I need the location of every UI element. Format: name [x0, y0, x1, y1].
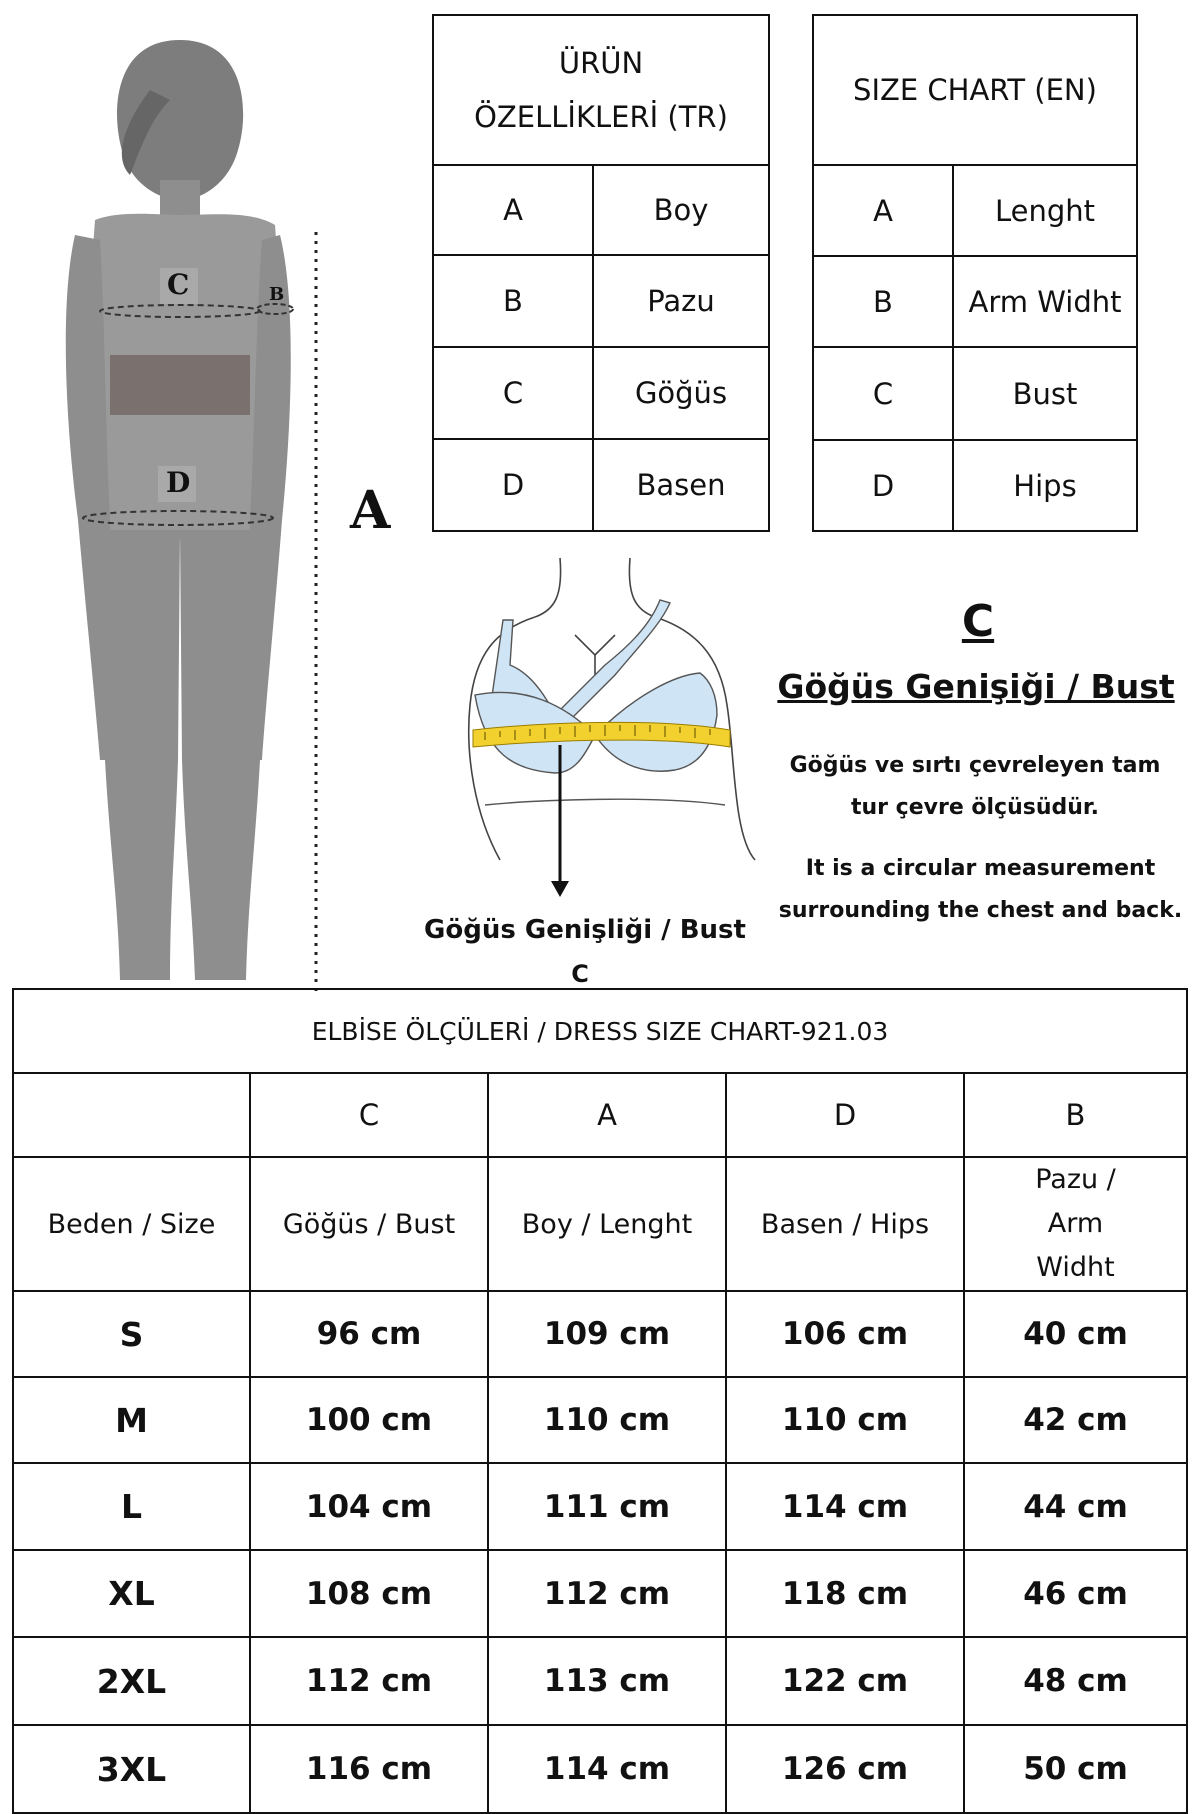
bust-value-cell: 100 cm: [250, 1377, 488, 1463]
dress-size-chart-table: [12, 988, 1188, 1814]
length-value-cell: 113 cm: [488, 1637, 726, 1725]
bust-value-cell: 112 cm: [250, 1637, 488, 1725]
tr-attributes-table: [432, 14, 770, 532]
size-chart-row: [13, 1291, 1187, 1377]
size-chart-header-row: [13, 1157, 1187, 1291]
en-row-value: Arm Widht: [953, 256, 1137, 347]
arm-width-value-cell: 46 cm: [964, 1550, 1187, 1637]
en-row-value: Lenght: [953, 165, 1137, 256]
size-chart-letter-cell: A: [488, 1073, 726, 1157]
tr-row-value: Basen: [593, 439, 769, 531]
body-silhouette-figure: [0, 0, 400, 1000]
en-row-value: Hips: [953, 440, 1137, 531]
bust-value-cell: 104 cm: [250, 1463, 488, 1550]
bust-measure-illustration: [455, 555, 765, 900]
tr-row-value: Boy: [593, 165, 769, 255]
hips-value-cell: 114 cm: [726, 1463, 964, 1550]
bust-info-en-text: It is a circular measurement surrounding the chest and back.: [778, 856, 1183, 923]
size-chart-header-cell: Basen / Hips: [726, 1157, 964, 1291]
hips-value-cell: 110 cm: [726, 1377, 964, 1463]
en-row-key: B: [813, 256, 953, 347]
tr-row-key: A: [433, 165, 593, 255]
length-value-cell: 109 cm: [488, 1291, 726, 1377]
size-cell: 3XL: [13, 1725, 250, 1813]
hips-value-cell: 126 cm: [726, 1725, 964, 1813]
figure-label-d: D: [166, 466, 191, 499]
hips-value-cell: 106 cm: [726, 1291, 964, 1377]
tr-row-value: Pazu: [593, 255, 769, 347]
en-row-value: Bust: [953, 347, 1137, 440]
size-chart-header-cell: Beden / Size: [13, 1157, 250, 1291]
bust-illustration-letter: C: [571, 960, 589, 988]
en-row-key: D: [813, 440, 953, 531]
hips-value-cell: 118 cm: [726, 1550, 964, 1637]
length-value-cell: 112 cm: [488, 1550, 726, 1637]
bust-illustration-caption: Göğüs Genişliği / Bust: [424, 915, 746, 945]
en-row-key: C: [813, 347, 953, 440]
length-value-cell: 110 cm: [488, 1377, 726, 1463]
bust-value-cell: 116 cm: [250, 1725, 488, 1813]
size-chart-letter-cell: D: [726, 1073, 964, 1157]
bust-info-tr-text: Göğüs ve sırtı çevreleyen tam tur çevre ölçüsüdür.: [789, 753, 1161, 820]
size-chart-header-cell: Boy / Lenght: [488, 1157, 726, 1291]
size-cell: S: [13, 1291, 250, 1377]
figure-label-a: A: [350, 480, 391, 541]
tr-row-value: Göğüs: [593, 347, 769, 439]
size-chart-letter-cell: [13, 1073, 250, 1157]
figure-label-c: C: [167, 268, 190, 301]
bust-info-letter: C: [961, 596, 995, 647]
tr-row-key: C: [433, 347, 593, 439]
size-chart-letter-row: [13, 1073, 1187, 1157]
size-chart-row: [13, 1463, 1187, 1550]
bust-info-heading: Göğüs Genişiği / Bust: [777, 667, 1175, 706]
size-chart-row: [13, 1550, 1187, 1637]
size-chart-letter-cell: C: [250, 1073, 488, 1157]
tr-row-key: B: [433, 255, 593, 347]
arm-width-value-cell: 40 cm: [964, 1291, 1187, 1377]
length-value-cell: 111 cm: [488, 1463, 726, 1550]
size-chart-title: ELBİSE ÖLÇÜLERİ / DRESS SIZE CHART-921.03: [13, 989, 1187, 1073]
figure-label-b: B: [269, 284, 285, 305]
hips-value-cell: 122 cm: [726, 1637, 964, 1725]
size-chart-row: [13, 1377, 1187, 1463]
en-table-title: SIZE CHART (EN): [813, 15, 1137, 165]
tr-row-key: D: [433, 439, 593, 531]
size-chart-row: [13, 1637, 1187, 1725]
arm-width-value-cell: 48 cm: [964, 1637, 1187, 1725]
en-row-key: A: [813, 165, 953, 256]
size-chart-letter-cell: B: [964, 1073, 1187, 1157]
size-cell: L: [13, 1463, 250, 1550]
en-size-chart-table: [812, 14, 1138, 532]
arm-width-value-cell: 50 cm: [964, 1725, 1187, 1813]
arm-width-value-cell: 44 cm: [964, 1463, 1187, 1550]
size-cell: 2XL: [13, 1637, 250, 1725]
size-chart-header-cell: Göğüs / Bust: [250, 1157, 488, 1291]
bust-value-cell: 108 cm: [250, 1550, 488, 1637]
tr-table-title: ÜRÜN ÖZELLİKLERİ (TR): [433, 15, 769, 165]
size-cell: M: [13, 1377, 250, 1463]
bust-value-cell: 96 cm: [250, 1291, 488, 1377]
size-chart-header-cell: Pazu / Arm Widht: [964, 1157, 1187, 1291]
arm-width-value-cell: 42 cm: [964, 1377, 1187, 1463]
length-value-cell: 114 cm: [488, 1725, 726, 1813]
size-cell: XL: [13, 1550, 250, 1637]
